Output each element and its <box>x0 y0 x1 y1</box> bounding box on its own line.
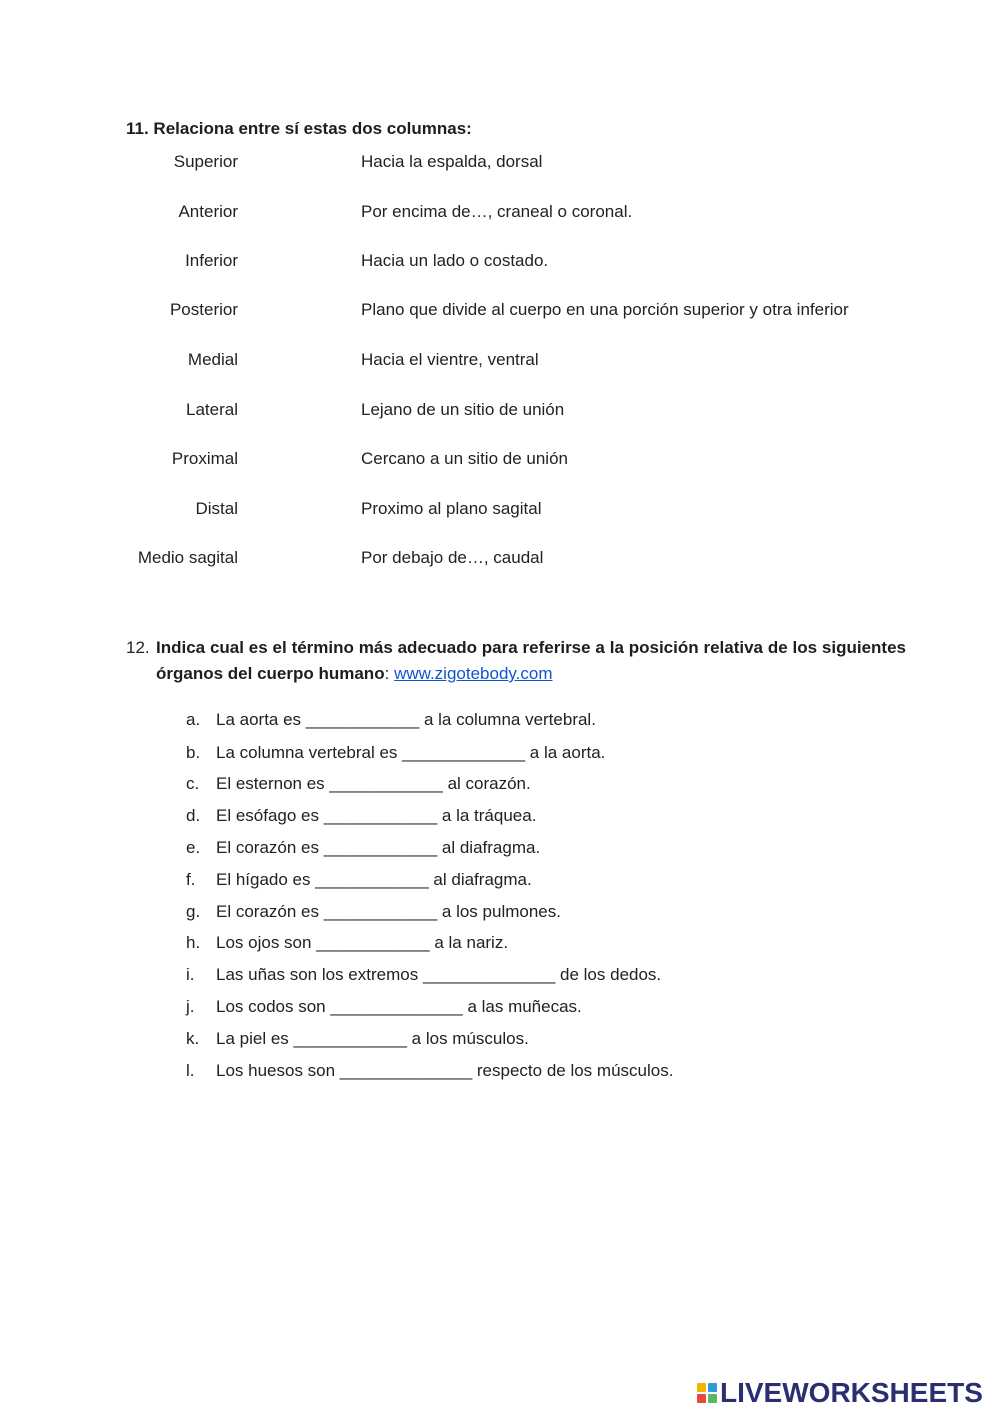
question-12-prompt: Indica cual es el término más adecuado para referirse a la posición relativa de los siguientes órganos del cuerpo humano <box>156 638 906 683</box>
item-letter: d. <box>186 806 201 825</box>
term-label: Superior <box>173 152 238 171</box>
match-row <box>0 202 1000 228</box>
item-text: La columna vertebral es _____________ a la aorta. <box>216 743 606 762</box>
item-text: La aorta es ____________ a la columna vertebral. <box>216 710 596 729</box>
prompt-separator: : <box>384 664 390 683</box>
list-item <box>0 1061 1000 1087</box>
item-text: El corazón es ____________ al diafragma. <box>216 838 541 857</box>
term-label: Inferior <box>185 251 238 270</box>
list-item <box>0 743 1000 769</box>
item-letter: e. <box>186 838 201 857</box>
item-text: Los codos son ______________ a las muñecas. <box>216 997 582 1016</box>
term-label: Medial <box>187 350 238 369</box>
match-row <box>0 300 1000 326</box>
list-item <box>0 710 1000 736</box>
term-label: Anterior <box>178 202 238 221</box>
list-item <box>0 838 1000 864</box>
item-letter: h. <box>186 933 201 952</box>
logo-square <box>708 1383 717 1392</box>
match-row <box>0 152 1000 178</box>
logo-square <box>708 1394 717 1403</box>
question-12 <box>126 635 906 687</box>
item-text: El hígado es ____________ al diafragma. <box>216 870 532 889</box>
list-item <box>0 870 1000 896</box>
item-text: La piel es ____________ a los músculos. <box>216 1029 529 1048</box>
item-letter: b. <box>186 743 201 762</box>
definition-label: Por debajo de…, caudal <box>361 548 544 567</box>
definition-label: Proximo al plano sagital <box>361 499 542 518</box>
list-item <box>0 774 1000 800</box>
item-text: Los ojos son ____________ a la nariz. <box>216 933 509 952</box>
list-item <box>0 902 1000 928</box>
zigotebody-link[interactable]: www.zigotebody.com <box>394 664 553 683</box>
item-text: Las uñas son los extremos ______________ de los dedos. <box>216 965 662 984</box>
liveworksheets-logo-icon <box>697 1383 717 1403</box>
item-text: Los huesos son ______________ respecto de los músculos. <box>216 1061 674 1080</box>
definition-label: Lejano de un sitio de unión <box>361 400 565 419</box>
question-12-number: 12. <box>126 638 150 657</box>
match-row <box>0 548 1000 574</box>
term-label: Distal <box>195 499 238 518</box>
item-letter: c. <box>186 774 200 793</box>
list-item <box>0 933 1000 959</box>
question-12-prompt-block <box>156 635 906 687</box>
term-label: Medio sagital <box>137 548 238 567</box>
list-item <box>0 1029 1000 1055</box>
item-letter: j. <box>186 997 195 1016</box>
term-label: Posterior <box>169 300 238 319</box>
list-item <box>0 806 1000 832</box>
match-row <box>0 449 1000 475</box>
item-letter: a. <box>186 710 201 729</box>
match-row <box>0 499 1000 525</box>
match-row <box>0 350 1000 376</box>
list-item <box>0 965 1000 991</box>
term-label: Proximal <box>171 449 238 468</box>
definition-label: Hacia un lado o costado. <box>361 251 549 270</box>
definition-label: Hacia la espalda, dorsal <box>361 152 543 171</box>
item-letter: i. <box>186 965 195 984</box>
liveworksheets-watermark <box>697 1377 983 1409</box>
definition-label: Por encima de…, craneal o coronal. <box>361 202 633 221</box>
definition-label: Plano que divide al cuerpo en una porción superior y otra inferior <box>361 300 849 319</box>
definition-label: Cercano a un sitio de unión <box>361 449 568 468</box>
question-11-title: 11. Relaciona entre sí estas dos columnas: <box>126 119 472 138</box>
item-letter: l. <box>186 1061 195 1080</box>
item-letter: f. <box>186 870 196 889</box>
definition-label: Hacia el vientre, ventral <box>361 350 539 369</box>
liveworksheets-wordmark: LIVEWORKSHEETS <box>720 1377 983 1408</box>
item-text: El corazón es ____________ a los pulmones. <box>216 902 561 921</box>
item-letter: g. <box>186 902 201 921</box>
list-item <box>0 997 1000 1023</box>
match-row <box>0 400 1000 426</box>
term-label: Lateral <box>186 400 238 419</box>
logo-square <box>697 1394 706 1403</box>
item-letter: k. <box>186 1029 200 1048</box>
match-row <box>0 251 1000 277</box>
item-text: El esófago es ____________ a la tráquea. <box>216 806 537 825</box>
item-text: El esternon es ____________ al corazón. <box>216 774 531 793</box>
logo-square <box>697 1383 706 1392</box>
